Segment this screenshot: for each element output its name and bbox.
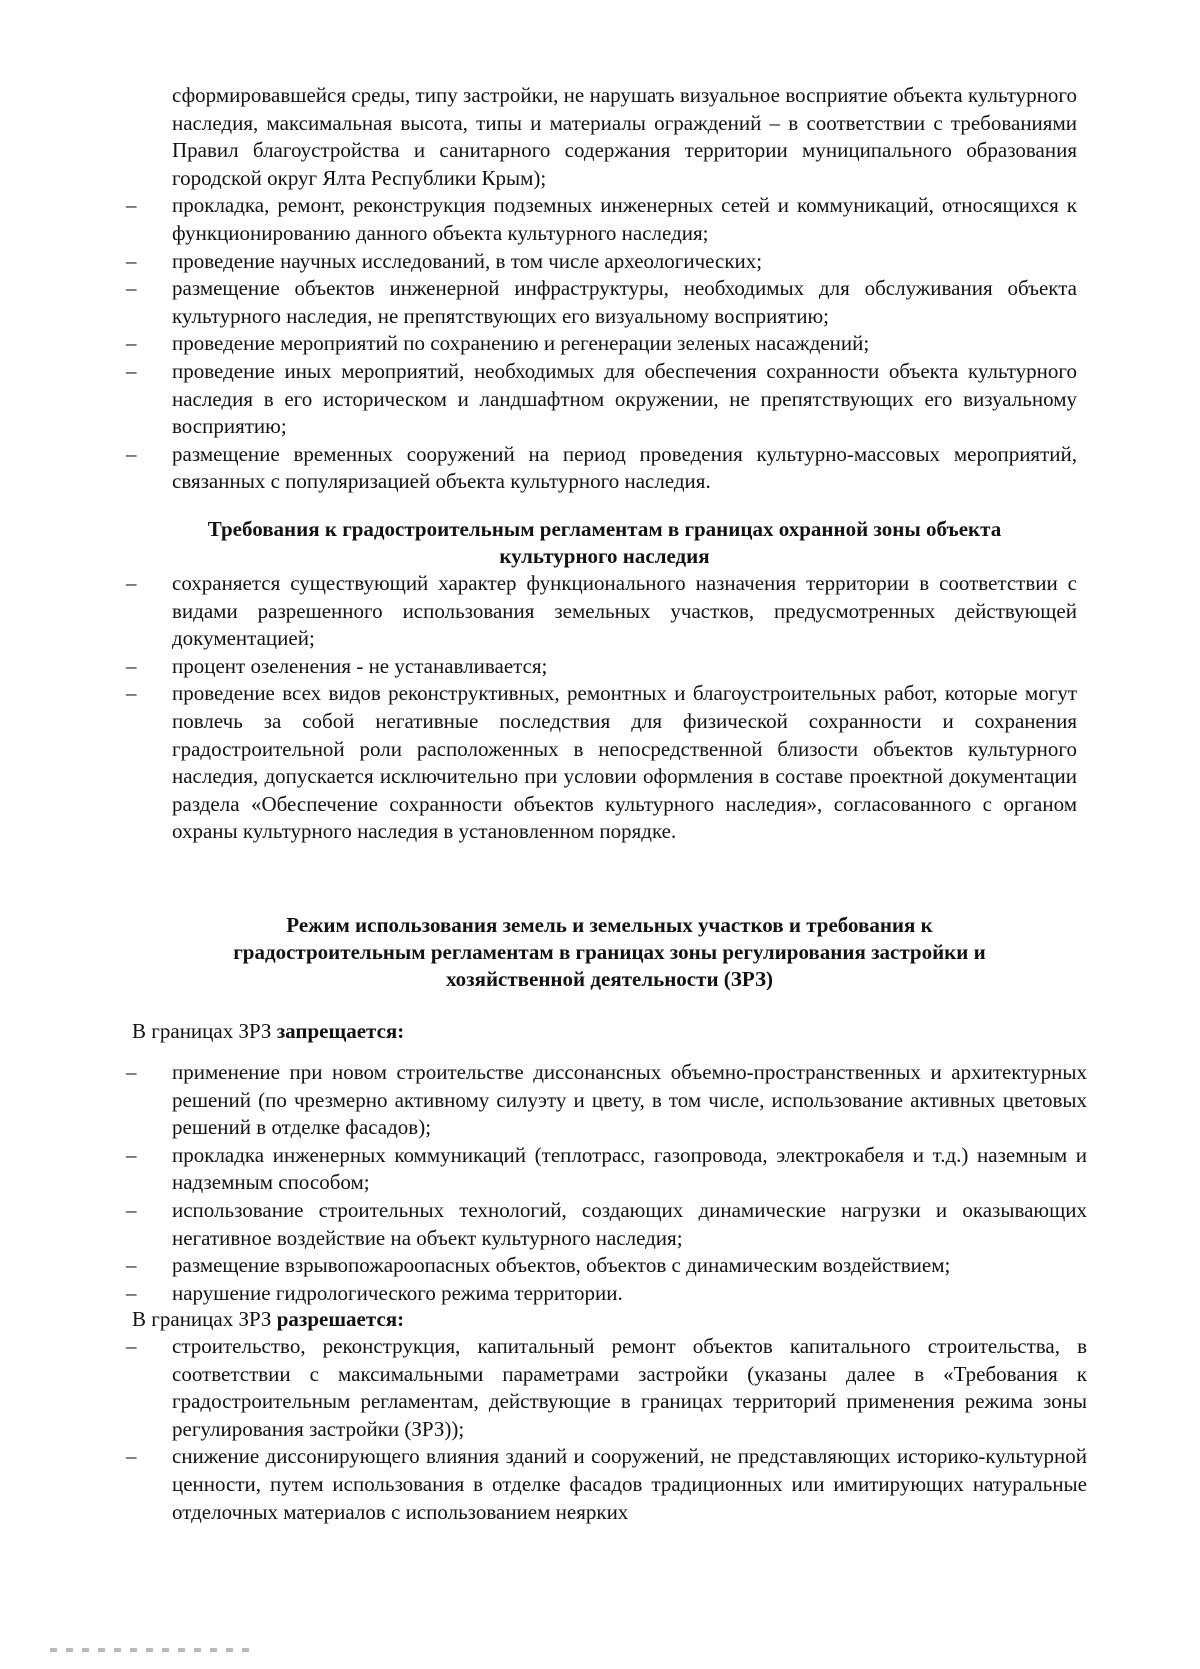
heading-line: культурного наследия bbox=[499, 544, 710, 568]
protection-zone-section bbox=[132, 516, 1077, 846]
list-item: – строительство, реконструкция, капитальный ремонт объектов капитального строительства, в соответствии с максимальными параметрами застройки (указаны далее в «Требования к градостроительным регламентам, действующие в границах территорий применения режима зоны регулирования застройки (ЗРЗ)); bbox=[132, 1333, 1087, 1443]
list-item: – проведение научных исследований, в том числе археологических; bbox=[132, 248, 1077, 276]
section-heading bbox=[132, 912, 1087, 993]
list-item: – размещение временных сооружений на период проведения культурно-массовых мероприятий, связанных с популяризацией объекта культурного наследия. bbox=[132, 441, 1077, 496]
zrz-allowed-section bbox=[132, 1305, 1087, 1526]
list-item: – размещение взрывопожароопасных объектов, объектов с динамическим воздействием; bbox=[132, 1252, 1087, 1280]
allowed-list bbox=[132, 1333, 1087, 1526]
list-item: – проведение иных мероприятий, необходимых для обеспечения сохранности объекта культурного наследия в его историческом и ландшафтном окружении, не препятствующих его визуальному восприятию; bbox=[132, 358, 1077, 441]
heading-line: градостроительным регламентам в границах зоны регулирования застройки и bbox=[233, 940, 986, 964]
protected-allowed-block bbox=[132, 82, 1077, 496]
list-item: – применение при новом строительстве диссонансных объемно-пространственных и архитектурных решений (по чрезмерно активному силуэту и цвету, в том числе, использование активных цветовых решений в отделке фасадов); bbox=[132, 1059, 1087, 1142]
section-heading bbox=[132, 516, 1077, 570]
lead-text: В границах ЗРЗ bbox=[132, 1019, 277, 1043]
list-item: – прокладка, ремонт, реконструкция подземных инженерных сетей и коммуникаций, относящихся к функционированию данного объекта культурного наследия; bbox=[132, 192, 1077, 247]
zrz-section bbox=[132, 912, 1087, 1307]
lead-keyword: разрешается: bbox=[276, 1307, 405, 1331]
list-item: – использование строительных технологий, создающих динамические нагрузки и оказывающих негативное воздействие на объект культурного наследия; bbox=[132, 1197, 1087, 1252]
allowed-works-list bbox=[132, 192, 1077, 496]
spacer bbox=[132, 993, 1087, 1017]
list-item: – снижение диссонирующего влияния зданий и сооружений, не представляющих историко-культурной ценности, путем использования в отделке фасадов традиционных или имитирующих натуральные отделочных материалов с использованием неярких bbox=[132, 1443, 1087, 1526]
list-item: – процент озеленения - не устанавливается; bbox=[132, 653, 1077, 681]
allowed-lead bbox=[132, 1305, 1087, 1333]
prohibited-lead bbox=[132, 1017, 1087, 1045]
prohibited-list bbox=[132, 1059, 1087, 1307]
list-item: – нарушение гидрологического режима территории. bbox=[132, 1280, 1087, 1308]
continuation-paragraph: сформировавшейся среды, типу застройки, не нарушать визуальное восприятие объекта культурного наследия, максимальная высота, типы и материалы ограждений – в соответствии с требованиями Правил благоустройства и санитарного содержания территории муниципального образования городской округ Ялта Республики Крым); bbox=[172, 83, 1077, 190]
protection-zone-list bbox=[132, 570, 1077, 846]
heading-line: хозяйственной деятельности (ЗРЗ) bbox=[445, 967, 774, 991]
list-item: – размещение объектов инженерной инфраструктуры, необходимых для обслуживания объекта культурного наследия, не препятствующих его визуальному восприятию; bbox=[132, 275, 1077, 330]
list-item: – проведение всех видов реконструктивных, ремонтных и благоустроительных работ, которые могут повлечь за собой негативные последствия для физической сохранности и сохранения градостроительной роли расположенных в непосредственной близости объектов культурного наследия, допускается исключительно при условии оформления в составе проектной документации раздела «Обеспечение сохранности объектов культурного наследия», согласованного с органом охраны культурного наследия в установленном порядке. bbox=[132, 680, 1077, 846]
scan-artifact bbox=[50, 1648, 250, 1652]
list-item: – проведение мероприятий по сохранению и регенерации зеленых насаждений; bbox=[132, 330, 1077, 358]
heading-line: Требования к градостроительным регламентам в границах охранной зоны объекта bbox=[207, 517, 1002, 541]
list-item: – сохраняется существующий характер функционального назначения территории в соответствии с видами разрешенного использования земельных участков, предусмотренных действующей документацией; bbox=[132, 570, 1077, 653]
list-item: – прокладка инженерных коммуникаций (теплотрасс, газопровода, электрокабеля и т.д.) наземным и надземным способом; bbox=[132, 1142, 1087, 1197]
lead-text: В границах ЗРЗ bbox=[132, 1307, 277, 1331]
heading-line: Режим использования земель и земельных участков и требования к bbox=[286, 913, 933, 937]
lead-keyword: запрещается: bbox=[276, 1019, 405, 1043]
spacer bbox=[132, 1045, 1087, 1059]
